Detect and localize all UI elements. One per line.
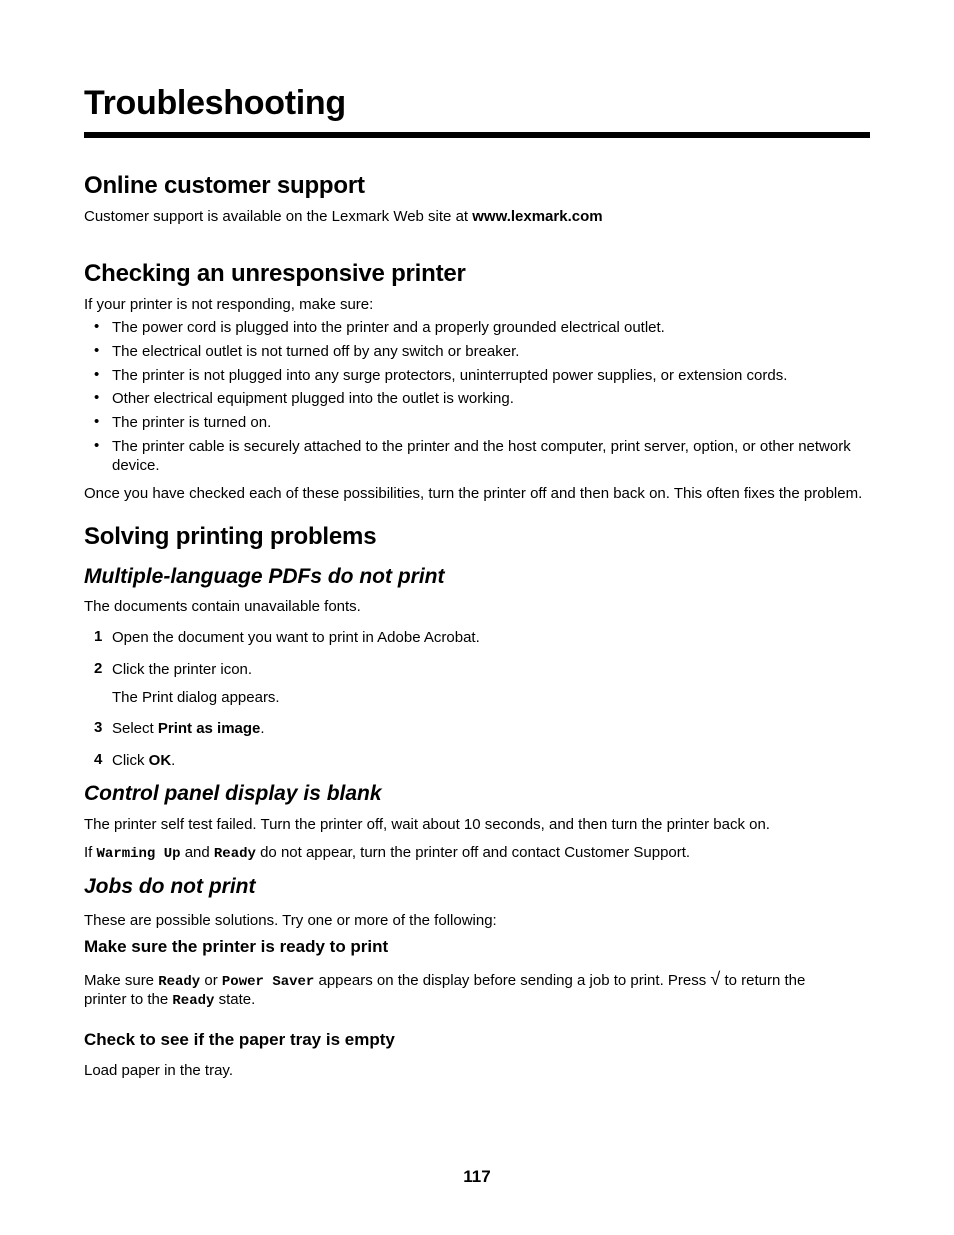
step-text: Click the printer icon. (112, 661, 253, 678)
bullet-marker: • (94, 389, 100, 406)
blank-display-text: The printer self test failed. Turn the printer off, wait about 10 seconds, and then turn the printer back on. (84, 816, 770, 833)
online-support-heading: Online customer support (84, 172, 365, 199)
step-text-pre: Click (112, 752, 149, 769)
code-ready: Ready (213, 846, 256, 862)
print-as-image-option: Print as image (157, 720, 261, 737)
solving-heading: Solving printing problems (84, 523, 377, 550)
code-power-saver: Power Saver (221, 974, 315, 990)
ready-text-line2 (84, 990, 255, 1011)
bullet-marker: • (94, 366, 100, 383)
text-fragment: do not appear, turn the printer off and contact Customer Support. (255, 844, 691, 861)
page-number: 117 (463, 1167, 491, 1186)
step-text-pre: Select (112, 720, 158, 737)
text-fragment: state. (214, 991, 256, 1008)
unresponsive-outro: Once you have checked each of these possibilities, turn the printer off and then back on. This often fixes the problem. (84, 485, 863, 502)
bullet-marker: • (94, 342, 100, 359)
title-rule (84, 132, 870, 138)
list-item: The printer is not plugged into any surge protectors, uninterrupted power supplies, or extension cords. (112, 367, 788, 384)
bullet-marker: • (94, 318, 100, 335)
unresponsive-intro: If your printer is not responding, make sure: (84, 296, 374, 313)
tray-text: Load paper in the tray. (84, 1062, 233, 1079)
online-support-sentence: Customer support is available on the Lexmark Web site at (84, 208, 473, 225)
code-ready: Ready (158, 974, 201, 990)
online-support-text (84, 207, 603, 226)
ready-text-line1 (84, 970, 805, 992)
step-number: 3 (94, 719, 103, 736)
list-item: Other electrical equipment plugged into the outlet is working. (112, 390, 514, 407)
code-warming-up: Warming Up (96, 846, 181, 862)
step-number: 2 (94, 660, 103, 677)
ready-heading: Make sure the printer is ready to print (84, 937, 389, 956)
ok-option: OK (148, 752, 172, 769)
text-fragment: printer to the (84, 991, 173, 1008)
list-item: The printer is turned on. (112, 414, 272, 431)
list-item: The electrical outlet is not turned off by any switch or breaker. (112, 343, 520, 360)
text-fragment: to return the (720, 972, 806, 989)
bullet-marker: • (94, 437, 100, 454)
blank-display-text-2 (84, 843, 690, 864)
step-number: 1 (94, 628, 103, 645)
text-fragment: and (180, 844, 214, 861)
step-text (112, 751, 175, 770)
tray-heading: Check to see if the paper tray is empty (84, 1030, 395, 1049)
jobs-intro: These are possible solutions. Try one or more of the following: (84, 912, 497, 929)
text-fragment: appears on the display before sending a job to print. Press (314, 972, 711, 989)
step-text-post: . (260, 720, 265, 737)
code-ready: Ready (172, 993, 215, 1009)
checkmark-icon: √ (710, 969, 721, 989)
step-text: Open the document you want to print in Adobe Acrobat. (112, 629, 480, 646)
list-item: The printer cable is securely attached to the printer and the host computer, print server, option, or other network device. (112, 438, 851, 474)
text-fragment: If (84, 844, 97, 861)
bullet-marker: • (94, 413, 100, 430)
lexmark-url: www.lexmark.com (472, 208, 603, 225)
text-fragment: Make sure (84, 972, 159, 989)
jobs-heading: Jobs do not print (84, 875, 256, 898)
step-text (112, 719, 265, 738)
pdf-heading: Multiple-language PDFs do not print (84, 565, 445, 588)
list-item: The power cord is plugged into the printer and a properly grounded electrical outlet. (112, 319, 665, 336)
text-fragment: or (200, 972, 222, 989)
step-text-post: . (171, 752, 176, 769)
step-number: 4 (94, 751, 103, 768)
step-note: The Print dialog appears. (112, 689, 280, 706)
unresponsive-heading: Checking an unresponsive printer (84, 260, 466, 287)
blank-display-heading: Control panel display is blank (84, 782, 382, 805)
page-title: Troubleshooting (84, 84, 346, 122)
pdf-intro: The documents contain unavailable fonts. (84, 598, 361, 615)
